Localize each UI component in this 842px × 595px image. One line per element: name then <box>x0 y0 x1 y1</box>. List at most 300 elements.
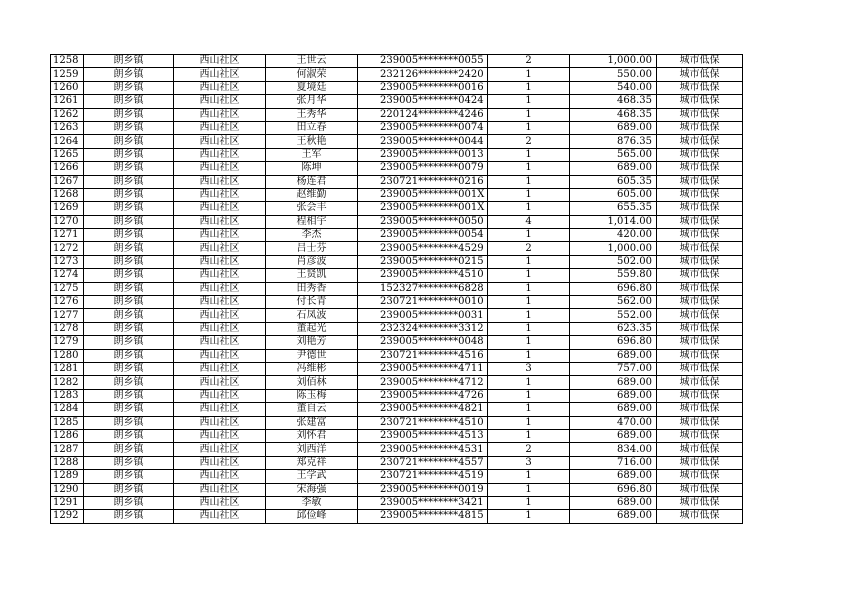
table-row <box>51 255 743 268</box>
household-count-cell[interactable]: 1 <box>488 202 570 215</box>
assistance-type-cell[interactable]: 城市低保 <box>657 215 743 228</box>
town-cell[interactable]: 朗乡镇 <box>84 349 174 362</box>
amount-cell[interactable]: 696.80 <box>570 483 657 496</box>
community-cell[interactable]: 西山社区 <box>174 175 266 188</box>
amount-cell[interactable]: 689.00 <box>570 496 657 509</box>
town-cell[interactable]: 朗乡镇 <box>84 135 174 148</box>
id-number-cell[interactable]: 230721********0216 <box>358 175 488 188</box>
amount-cell[interactable]: 468.35 <box>570 108 657 121</box>
community-cell[interactable]: 西山社区 <box>174 456 266 469</box>
table-row <box>51 242 743 255</box>
person-name-cell[interactable]: 董自云 <box>266 403 358 416</box>
town-cell[interactable]: 朗乡镇 <box>84 255 174 268</box>
community-cell[interactable]: 西山社区 <box>174 68 266 81</box>
row-number-cell[interactable]: 1287 <box>51 443 84 456</box>
row-number-cell[interactable]: 1289 <box>51 470 84 483</box>
town-cell[interactable]: 朗乡镇 <box>84 95 174 108</box>
id-number-cell[interactable]: 239005********0048 <box>358 336 488 349</box>
community-cell[interactable]: 西山社区 <box>174 296 266 309</box>
id-number-cell[interactable]: 239005********0079 <box>358 162 488 175</box>
community-cell[interactable]: 西山社区 <box>174 81 266 94</box>
row-number-cell[interactable]: 1282 <box>51 376 84 389</box>
id-number-cell[interactable]: 239005********0054 <box>358 229 488 242</box>
assistance-type-cell[interactable]: 城市低保 <box>657 148 743 161</box>
household-count-cell[interactable]: 1 <box>488 470 570 483</box>
row-number-cell[interactable]: 1265 <box>51 148 84 161</box>
household-count-cell[interactable]: 1 <box>488 269 570 282</box>
person-name-cell[interactable]: 田秀香 <box>266 282 358 295</box>
row-number-cell[interactable]: 1279 <box>51 336 84 349</box>
person-name-cell[interactable]: 张建富 <box>266 416 358 429</box>
person-name-cell[interactable]: 刘佰林 <box>266 376 358 389</box>
person-name-cell[interactable]: 王世云 <box>266 55 358 68</box>
amount-cell[interactable]: 605.00 <box>570 188 657 201</box>
household-count-cell[interactable]: 1 <box>488 336 570 349</box>
household-count-cell[interactable]: 1 <box>488 162 570 175</box>
town-cell[interactable]: 朗乡镇 <box>84 336 174 349</box>
person-name-cell[interactable]: 董起光 <box>266 322 358 335</box>
household-count-cell[interactable]: 1 <box>488 309 570 322</box>
row-number-cell[interactable]: 1277 <box>51 309 84 322</box>
row-number-cell[interactable]: 1290 <box>51 483 84 496</box>
id-number-cell[interactable]: 230721********4557 <box>358 456 488 469</box>
assistance-type-cell[interactable]: 城市低保 <box>657 296 743 309</box>
community-cell[interactable]: 西山社区 <box>174 95 266 108</box>
assistance-type-cell[interactable]: 城市低保 <box>657 389 743 402</box>
community-cell[interactable]: 西山社区 <box>174 148 266 161</box>
community-cell[interactable]: 西山社区 <box>174 55 266 68</box>
assistance-type-cell[interactable]: 城市低保 <box>657 229 743 242</box>
amount-cell[interactable]: 757.00 <box>570 362 657 375</box>
id-number-cell[interactable]: 239005********4529 <box>358 242 488 255</box>
row-number-cell[interactable]: 1266 <box>51 162 84 175</box>
table-row <box>51 95 743 108</box>
row-number-cell[interactable]: 1285 <box>51 416 84 429</box>
row-number-cell[interactable]: 1259 <box>51 68 84 81</box>
amount-cell[interactable]: 689.00 <box>570 121 657 134</box>
person-name-cell[interactable]: 冯维彬 <box>266 362 358 375</box>
amount-cell[interactable]: 502.00 <box>570 255 657 268</box>
household-count-cell[interactable]: 1 <box>488 95 570 108</box>
community-cell[interactable]: 西山社区 <box>174 202 266 215</box>
community-cell[interactable]: 西山社区 <box>174 242 266 255</box>
household-count-cell[interactable]: 1 <box>488 416 570 429</box>
town-cell[interactable]: 朗乡镇 <box>84 322 174 335</box>
table-row <box>51 162 743 175</box>
town-cell[interactable]: 朗乡镇 <box>84 376 174 389</box>
amount-cell[interactable]: 550.00 <box>570 68 657 81</box>
table-row <box>51 362 743 375</box>
id-number-cell[interactable]: 239005********4815 <box>358 510 488 523</box>
person-name-cell[interactable]: 吕士芬 <box>266 242 358 255</box>
town-cell[interactable]: 朗乡镇 <box>84 215 174 228</box>
id-number-cell[interactable]: 239005********001X <box>358 202 488 215</box>
assistance-type-cell[interactable]: 城市低保 <box>657 362 743 375</box>
assistance-type-cell[interactable]: 城市低保 <box>657 188 743 201</box>
community-cell[interactable]: 西山社区 <box>174 362 266 375</box>
table-row <box>51 148 743 161</box>
id-number-cell[interactable]: 239005********0074 <box>358 121 488 134</box>
community-cell[interactable]: 西山社区 <box>174 510 266 523</box>
id-number-cell[interactable]: 239005********0019 <box>358 483 488 496</box>
table-row <box>51 443 743 456</box>
assistance-type-cell[interactable]: 城市低保 <box>657 483 743 496</box>
person-name-cell[interactable]: 王学武 <box>266 470 358 483</box>
row-number-cell[interactable]: 1263 <box>51 121 84 134</box>
row-number-cell[interactable]: 1261 <box>51 95 84 108</box>
table-row <box>51 282 743 295</box>
person-name-cell[interactable]: 郑克祥 <box>266 456 358 469</box>
community-cell[interactable]: 西山社区 <box>174 470 266 483</box>
community-cell[interactable]: 西山社区 <box>174 349 266 362</box>
household-count-cell[interactable]: 1 <box>488 68 570 81</box>
community-cell[interactable]: 西山社区 <box>174 108 266 121</box>
id-number-cell[interactable]: 239005********4726 <box>358 389 488 402</box>
town-cell[interactable]: 朗乡镇 <box>84 362 174 375</box>
person-name-cell[interactable]: 何淑荣 <box>266 68 358 81</box>
row-number-cell[interactable]: 1270 <box>51 215 84 228</box>
person-name-cell[interactable]: 陈玉梅 <box>266 389 358 402</box>
household-count-cell[interactable]: 1 <box>488 148 570 161</box>
town-cell[interactable]: 朗乡镇 <box>84 443 174 456</box>
household-count-cell[interactable]: 1 <box>488 389 570 402</box>
row-number-cell[interactable]: 1276 <box>51 296 84 309</box>
assistance-type-cell[interactable]: 城市低保 <box>657 175 743 188</box>
assistance-type-cell[interactable]: 城市低保 <box>657 95 743 108</box>
amount-cell[interactable]: 565.00 <box>570 148 657 161</box>
id-number-cell[interactable]: 239005********0050 <box>358 215 488 228</box>
row-number-cell[interactable]: 1286 <box>51 429 84 442</box>
town-cell[interactable]: 朗乡镇 <box>84 456 174 469</box>
town-cell[interactable]: 朗乡镇 <box>84 229 174 242</box>
assistance-type-cell[interactable]: 城市低保 <box>657 322 743 335</box>
row-number-cell[interactable]: 1267 <box>51 175 84 188</box>
id-number-cell[interactable]: 239005********4712 <box>358 376 488 389</box>
id-number-cell[interactable]: 239005********0013 <box>358 148 488 161</box>
id-number-cell[interactable]: 239005********4513 <box>358 429 488 442</box>
amount-cell[interactable]: 689.00 <box>570 162 657 175</box>
assistance-type-cell[interactable]: 城市低保 <box>657 309 743 322</box>
person-name-cell[interactable]: 肖彦波 <box>266 255 358 268</box>
assistance-type-cell[interactable]: 城市低保 <box>657 121 743 134</box>
town-cell[interactable]: 朗乡镇 <box>84 510 174 523</box>
row-number-cell[interactable]: 1292 <box>51 510 84 523</box>
town-cell[interactable]: 朗乡镇 <box>84 483 174 496</box>
row-number-cell[interactable]: 1269 <box>51 202 84 215</box>
assistance-type-cell[interactable]: 城市低保 <box>657 470 743 483</box>
id-number-cell[interactable]: 239005********4510 <box>358 269 488 282</box>
assistance-type-cell[interactable]: 城市低保 <box>657 282 743 295</box>
community-cell[interactable]: 西山社区 <box>174 255 266 268</box>
row-number-cell[interactable]: 1264 <box>51 135 84 148</box>
table-row <box>51 496 743 509</box>
amount-cell[interactable]: 655.35 <box>570 202 657 215</box>
person-name-cell[interactable]: 王军 <box>266 148 358 161</box>
table-row <box>51 175 743 188</box>
community-cell[interactable]: 西山社区 <box>174 282 266 295</box>
amount-cell[interactable]: 689.00 <box>570 389 657 402</box>
person-name-cell[interactable]: 田立春 <box>266 121 358 134</box>
amount-cell[interactable]: 623.35 <box>570 322 657 335</box>
community-cell[interactable]: 西山社区 <box>174 336 266 349</box>
town-cell[interactable]: 朗乡镇 <box>84 242 174 255</box>
household-count-cell[interactable]: 1 <box>488 322 570 335</box>
person-name-cell[interactable]: 王贤凯 <box>266 269 358 282</box>
town-cell[interactable]: 朗乡镇 <box>84 55 174 68</box>
assistance-type-cell[interactable]: 城市低保 <box>657 349 743 362</box>
row-number-cell[interactable]: 1280 <box>51 349 84 362</box>
town-cell[interactable]: 朗乡镇 <box>84 175 174 188</box>
assistance-type-cell[interactable]: 城市低保 <box>657 403 743 416</box>
person-name-cell[interactable]: 刘怀君 <box>266 429 358 442</box>
household-count-cell[interactable]: 1 <box>488 429 570 442</box>
assistance-type-cell[interactable]: 城市低保 <box>657 443 743 456</box>
household-count-cell[interactable]: 4 <box>488 215 570 228</box>
id-number-cell[interactable]: 239005********4531 <box>358 443 488 456</box>
row-number-cell[interactable]: 1283 <box>51 389 84 402</box>
household-count-cell[interactable]: 1 <box>488 121 570 134</box>
community-cell[interactable]: 西山社区 <box>174 416 266 429</box>
amount-cell[interactable]: 559.80 <box>570 269 657 282</box>
assistance-type-cell[interactable]: 城市低保 <box>657 510 743 523</box>
household-count-cell[interactable]: 1 <box>488 349 570 362</box>
id-number-cell[interactable]: 239005********0215 <box>358 255 488 268</box>
amount-cell[interactable]: 1,014.00 <box>570 215 657 228</box>
row-number-cell[interactable]: 1275 <box>51 282 84 295</box>
row-number-cell[interactable]: 1291 <box>51 496 84 509</box>
household-count-cell[interactable]: 1 <box>488 255 570 268</box>
household-count-cell[interactable]: 1 <box>488 188 570 201</box>
assistance-type-cell[interactable]: 城市低保 <box>657 416 743 429</box>
id-number-cell[interactable]: 239005********0055 <box>358 55 488 68</box>
community-cell[interactable]: 西山社区 <box>174 162 266 175</box>
community-cell[interactable]: 西山社区 <box>174 121 266 134</box>
person-name-cell[interactable]: 尹德世 <box>266 349 358 362</box>
id-number-cell[interactable]: 232126********2420 <box>358 68 488 81</box>
household-count-cell[interactable]: 3 <box>488 456 570 469</box>
assistance-type-cell[interactable]: 城市低保 <box>657 81 743 94</box>
amount-cell[interactable]: 420.00 <box>570 229 657 242</box>
town-cell[interactable]: 朗乡镇 <box>84 403 174 416</box>
assistance-type-cell[interactable]: 城市低保 <box>657 55 743 68</box>
assistance-type-cell[interactable]: 城市低保 <box>657 135 743 148</box>
amount-cell[interactable]: 1,000.00 <box>570 242 657 255</box>
amount-cell[interactable]: 605.35 <box>570 175 657 188</box>
amount-cell[interactable]: 689.00 <box>570 403 657 416</box>
town-cell[interactable]: 朗乡镇 <box>84 496 174 509</box>
assistance-type-cell[interactable]: 城市低保 <box>657 242 743 255</box>
household-count-cell[interactable]: 1 <box>488 108 570 121</box>
person-name-cell[interactable]: 赵维勤 <box>266 188 358 201</box>
household-count-cell[interactable]: 1 <box>488 510 570 523</box>
town-cell[interactable]: 朗乡镇 <box>84 389 174 402</box>
assistance-type-cell[interactable]: 城市低保 <box>657 456 743 469</box>
town-cell[interactable]: 朗乡镇 <box>84 416 174 429</box>
community-cell[interactable]: 西山社区 <box>174 443 266 456</box>
community-cell[interactable]: 西山社区 <box>174 188 266 201</box>
row-number-cell[interactable]: 1288 <box>51 456 84 469</box>
row-number-cell[interactable]: 1271 <box>51 229 84 242</box>
assistance-type-cell[interactable]: 城市低保 <box>657 68 743 81</box>
amount-cell[interactable]: 696.80 <box>570 336 657 349</box>
table-row <box>51 510 743 523</box>
id-number-cell[interactable]: 230721********4519 <box>358 470 488 483</box>
town-cell[interactable]: 朗乡镇 <box>84 269 174 282</box>
id-number-cell[interactable]: 239005********0044 <box>358 135 488 148</box>
household-count-cell[interactable]: 1 <box>488 282 570 295</box>
community-cell[interactable]: 西山社区 <box>174 229 266 242</box>
community-cell[interactable]: 西山社区 <box>174 496 266 509</box>
person-name-cell[interactable]: 刘西洋 <box>266 443 358 456</box>
table-row <box>51 269 743 282</box>
town-cell[interactable]: 朗乡镇 <box>84 309 174 322</box>
id-number-cell[interactable]: 239005********0031 <box>358 309 488 322</box>
id-number-cell[interactable]: 230721********4510 <box>358 416 488 429</box>
household-count-cell[interactable]: 1 <box>488 483 570 496</box>
id-number-cell[interactable]: 239005********0424 <box>358 95 488 108</box>
row-number-cell[interactable]: 1272 <box>51 242 84 255</box>
town-cell[interactable]: 朗乡镇 <box>84 296 174 309</box>
person-name-cell[interactable]: 张会丰 <box>266 202 358 215</box>
household-count-cell[interactable]: 2 <box>488 443 570 456</box>
household-count-cell[interactable]: 3 <box>488 362 570 375</box>
town-cell[interactable]: 朗乡镇 <box>84 470 174 483</box>
table-row <box>51 336 743 349</box>
table-row <box>51 215 743 228</box>
row-number-cell[interactable]: 1281 <box>51 362 84 375</box>
person-name-cell[interactable]: 邱俭峰 <box>266 510 358 523</box>
id-number-cell[interactable]: 239005********3421 <box>358 496 488 509</box>
person-name-cell[interactable]: 夏境廷 <box>266 81 358 94</box>
town-cell[interactable]: 朗乡镇 <box>84 108 174 121</box>
town-cell[interactable]: 朗乡镇 <box>84 81 174 94</box>
id-number-cell[interactable]: 232324********3312 <box>358 322 488 335</box>
town-cell[interactable]: 朗乡镇 <box>84 282 174 295</box>
household-count-cell[interactable]: 1 <box>488 403 570 416</box>
person-name-cell[interactable]: 张月华 <box>266 95 358 108</box>
table-row <box>51 376 743 389</box>
amount-cell[interactable]: 562.00 <box>570 296 657 309</box>
person-name-cell[interactable]: 石凤波 <box>266 309 358 322</box>
amount-cell[interactable]: 696.80 <box>570 282 657 295</box>
id-number-cell[interactable]: 239005********0016 <box>358 81 488 94</box>
household-count-cell[interactable]: 2 <box>488 242 570 255</box>
assistance-type-cell[interactable]: 城市低保 <box>657 336 743 349</box>
community-cell[interactable]: 西山社区 <box>174 483 266 496</box>
town-cell[interactable]: 朗乡镇 <box>84 188 174 201</box>
row-number-cell[interactable]: 1258 <box>51 55 84 68</box>
community-cell[interactable]: 西山社区 <box>174 389 266 402</box>
person-name-cell[interactable]: 李杰 <box>266 229 358 242</box>
person-name-cell[interactable]: 宋海强 <box>266 483 358 496</box>
community-cell[interactable]: 西山社区 <box>174 135 266 148</box>
table-row <box>51 202 743 215</box>
row-number-cell[interactable]: 1262 <box>51 108 84 121</box>
row-number-cell[interactable]: 1284 <box>51 403 84 416</box>
table-row <box>51 81 743 94</box>
community-cell[interactable]: 西山社区 <box>174 429 266 442</box>
amount-cell[interactable]: 1,000.00 <box>570 55 657 68</box>
household-count-cell[interactable]: 2 <box>488 55 570 68</box>
amount-cell[interactable]: 716.00 <box>570 456 657 469</box>
row-number-cell[interactable]: 1278 <box>51 322 84 335</box>
town-cell[interactable]: 朗乡镇 <box>84 121 174 134</box>
table-row <box>51 389 743 402</box>
town-cell[interactable]: 朗乡镇 <box>84 148 174 161</box>
id-number-cell[interactable]: 239005********001X <box>358 188 488 201</box>
community-cell[interactable]: 西山社区 <box>174 403 266 416</box>
assistance-type-cell[interactable]: 城市低保 <box>657 108 743 121</box>
household-count-cell[interactable]: 2 <box>488 135 570 148</box>
household-count-cell[interactable]: 1 <box>488 175 570 188</box>
town-cell[interactable]: 朗乡镇 <box>84 162 174 175</box>
row-number-cell[interactable]: 1260 <box>51 81 84 94</box>
amount-cell[interactable]: 689.00 <box>570 510 657 523</box>
amount-cell[interactable]: 689.00 <box>570 429 657 442</box>
household-count-cell[interactable]: 1 <box>488 229 570 242</box>
id-number-cell[interactable]: 230721********4516 <box>358 349 488 362</box>
household-count-cell[interactable]: 1 <box>488 81 570 94</box>
row-number-cell[interactable]: 1268 <box>51 188 84 201</box>
assistance-type-cell[interactable]: 城市低保 <box>657 429 743 442</box>
person-name-cell[interactable]: 王秋艳 <box>266 135 358 148</box>
person-name-cell[interactable]: 李敏 <box>266 496 358 509</box>
amount-cell[interactable]: 552.00 <box>570 309 657 322</box>
household-count-cell[interactable]: 1 <box>488 296 570 309</box>
allowance-table <box>50 54 743 524</box>
person-name-cell[interactable]: 杨连君 <box>266 175 358 188</box>
town-cell[interactable]: 朗乡镇 <box>84 429 174 442</box>
person-name-cell[interactable]: 陈坤 <box>266 162 358 175</box>
assistance-type-cell[interactable]: 城市低保 <box>657 496 743 509</box>
person-name-cell[interactable]: 付长青 <box>266 296 358 309</box>
assistance-type-cell[interactable]: 城市低保 <box>657 162 743 175</box>
community-cell[interactable]: 西山社区 <box>174 322 266 335</box>
amount-cell[interactable]: 689.00 <box>570 470 657 483</box>
amount-cell[interactable]: 689.00 <box>570 349 657 362</box>
assistance-type-cell[interactable]: 城市低保 <box>657 269 743 282</box>
amount-cell[interactable]: 468.35 <box>570 95 657 108</box>
amount-cell[interactable]: 876.35 <box>570 135 657 148</box>
community-cell[interactable]: 西山社区 <box>174 215 266 228</box>
assistance-type-cell[interactable]: 城市低保 <box>657 202 743 215</box>
table-row <box>51 309 743 322</box>
person-name-cell[interactable]: 刘艳芳 <box>266 336 358 349</box>
assistance-type-cell[interactable]: 城市低保 <box>657 255 743 268</box>
id-number-cell[interactable]: 239005********4821 <box>358 403 488 416</box>
person-name-cell[interactable]: 程相宇 <box>266 215 358 228</box>
row-number-cell[interactable]: 1274 <box>51 269 84 282</box>
community-cell[interactable]: 西山社区 <box>174 309 266 322</box>
amount-cell[interactable]: 689.00 <box>570 376 657 389</box>
amount-cell[interactable]: 540.00 <box>570 81 657 94</box>
row-number-cell[interactable]: 1273 <box>51 255 84 268</box>
town-cell[interactable]: 朗乡镇 <box>84 68 174 81</box>
id-number-cell[interactable]: 152327********6828 <box>358 282 488 295</box>
id-number-cell[interactable]: 230721********0010 <box>358 296 488 309</box>
person-name-cell[interactable]: 王秀华 <box>266 108 358 121</box>
id-number-cell[interactable]: 220124********4246 <box>358 108 488 121</box>
household-count-cell[interactable]: 1 <box>488 496 570 509</box>
town-cell[interactable]: 朗乡镇 <box>84 202 174 215</box>
household-count-cell[interactable]: 1 <box>488 376 570 389</box>
id-number-cell[interactable]: 239005********4711 <box>358 362 488 375</box>
community-cell[interactable]: 西山社区 <box>174 269 266 282</box>
amount-cell[interactable]: 470.00 <box>570 416 657 429</box>
community-cell[interactable]: 西山社区 <box>174 376 266 389</box>
amount-cell[interactable]: 834.00 <box>570 443 657 456</box>
assistance-type-cell[interactable]: 城市低保 <box>657 376 743 389</box>
